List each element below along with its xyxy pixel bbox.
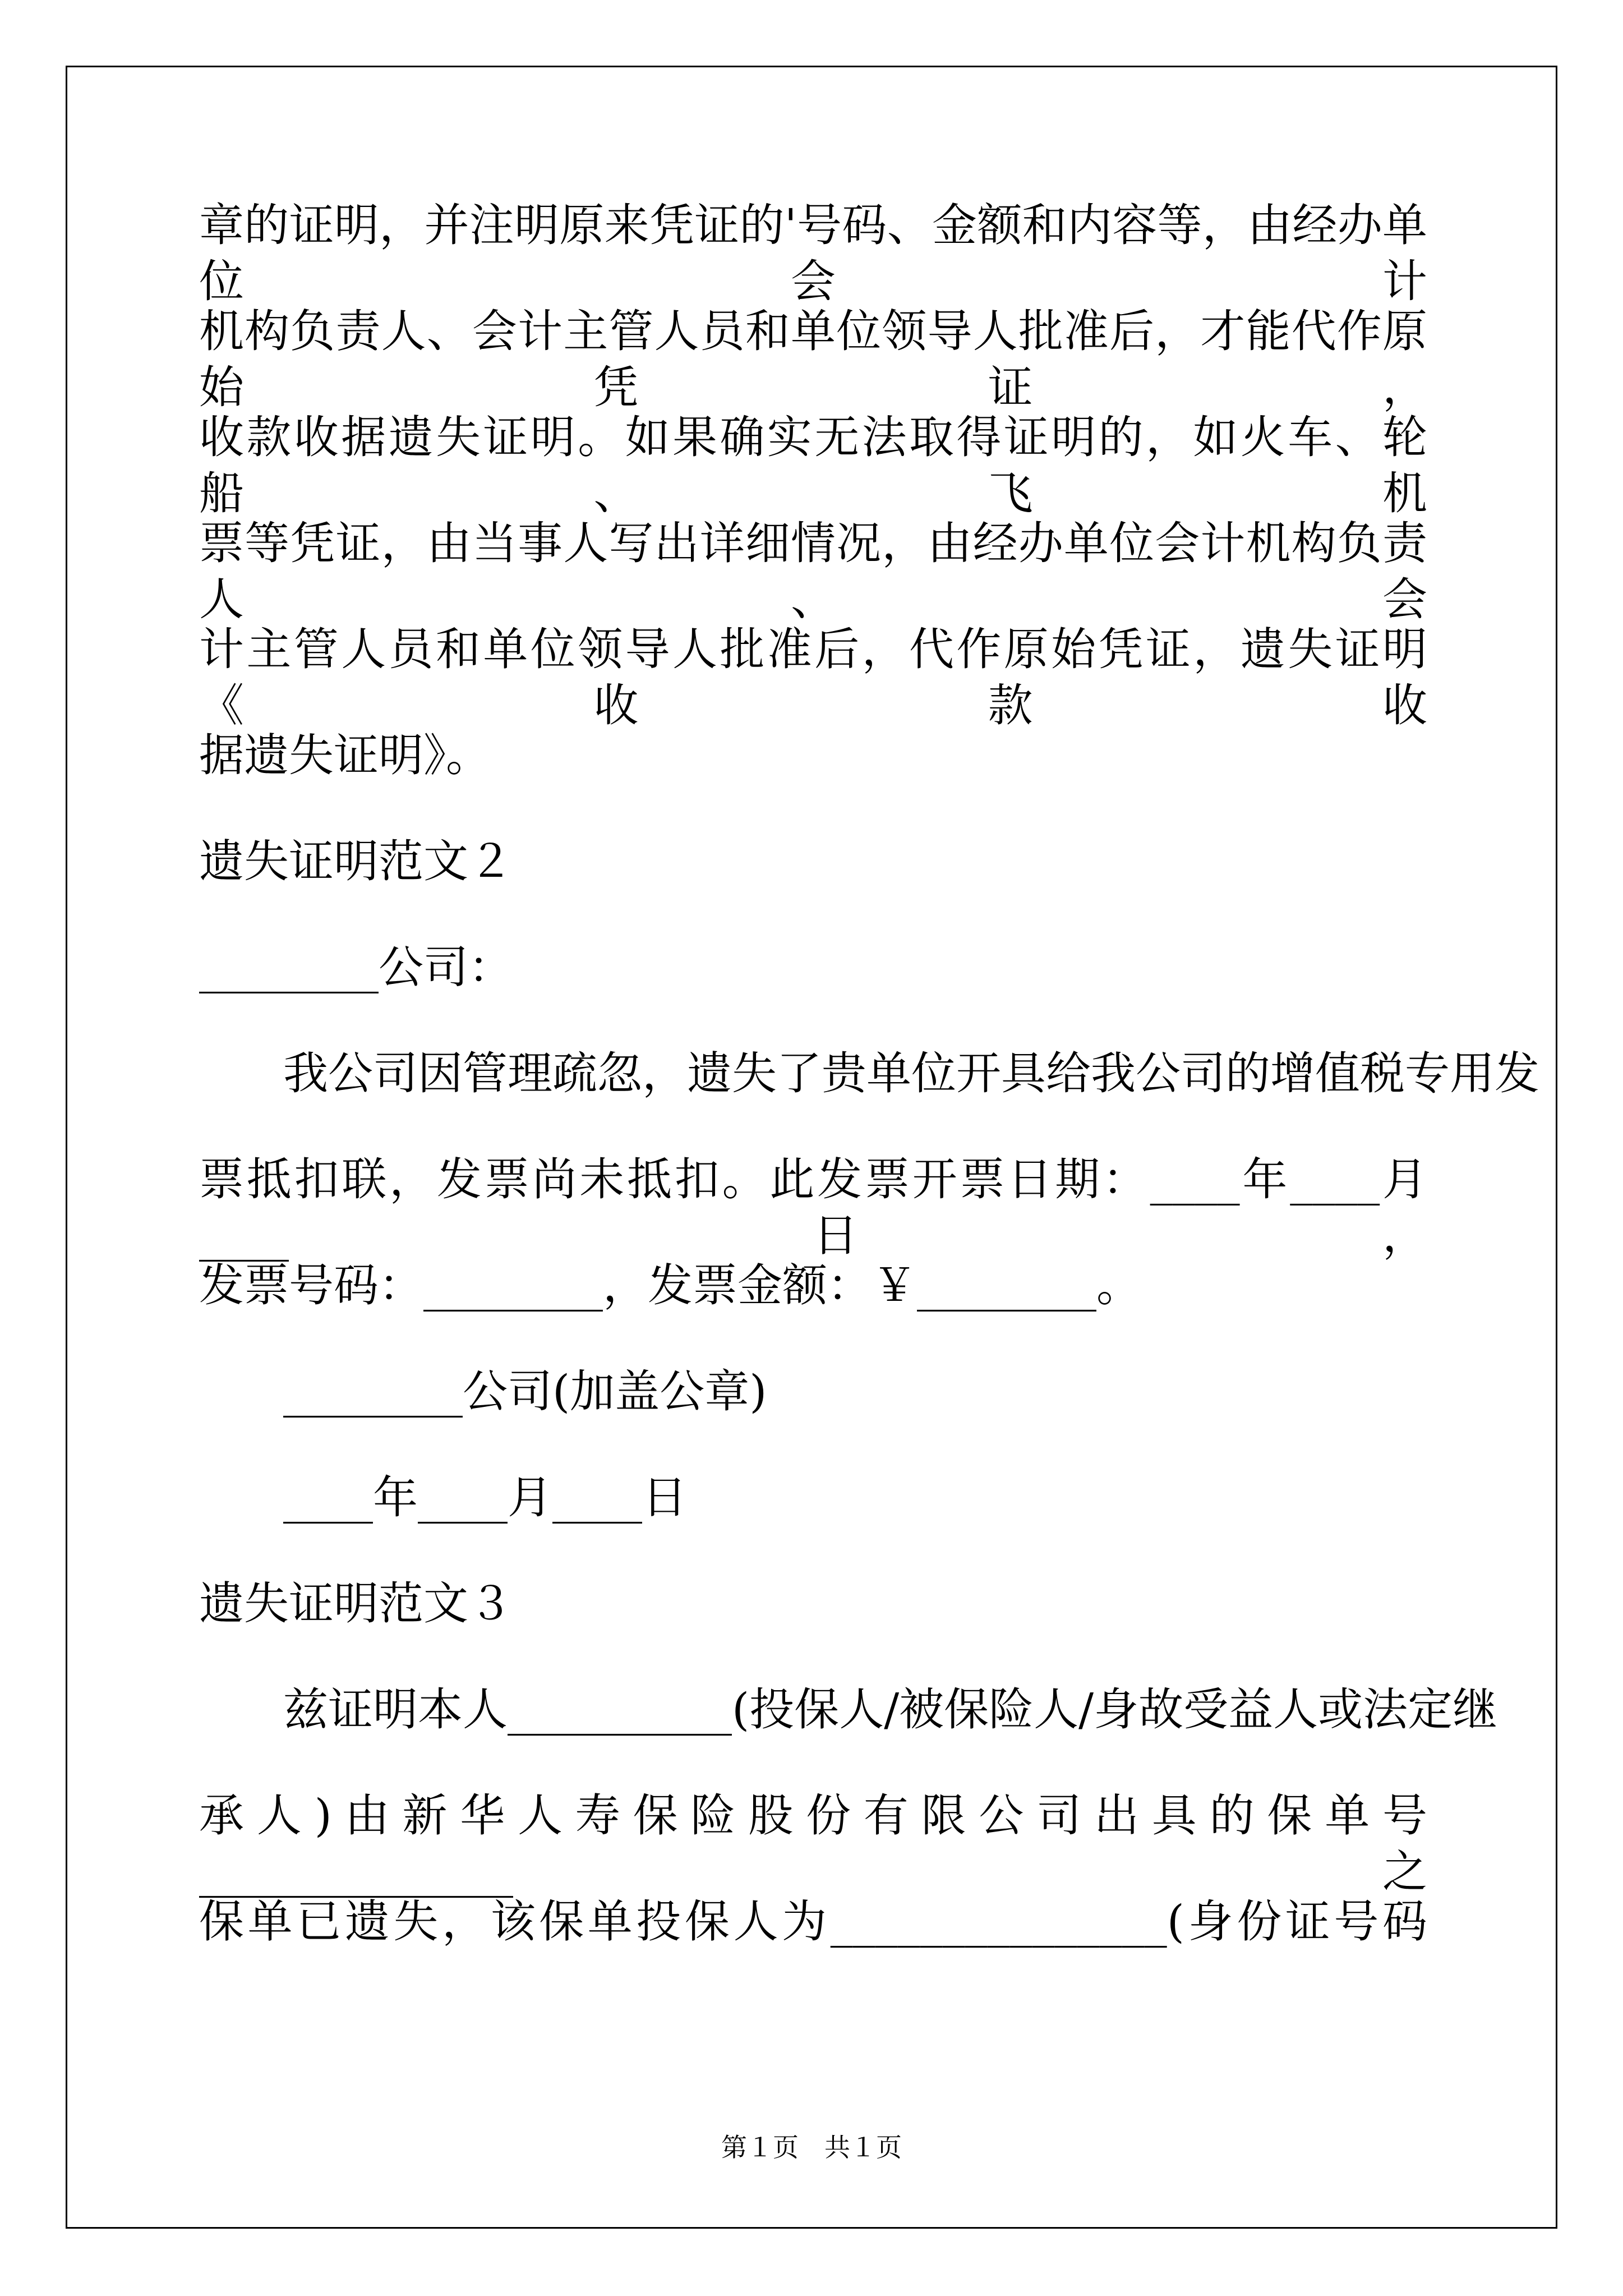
text-line: 承人)由新华人寿保险股份有限公司出具的保单号______________之 (199, 1789, 1427, 1898)
text-line: 发票号码：________，发票金额：￥________。 (199, 1259, 1141, 1312)
text-line: 章的证明，并注明原来凭证的'号码、金额和内容等，由经办单位会计 (199, 199, 1427, 307)
text-line: 收款收据遗失证明。如果确实无法取得证明的，如火车、轮船、飞机 (199, 411, 1427, 519)
text-line: 票等凭证，由当事人写出详细情况，由经办单位会计机构负责人、会 (199, 517, 1427, 625)
text-line: 遗失证明范文２ (199, 835, 513, 887)
text-line: 兹证明本人__________(投保人/被保险人/身故受益人或法定继 (283, 1683, 1498, 1736)
text-line: ________公司： (199, 941, 513, 993)
page-footer: 第１页 共１页 (721, 2132, 902, 2162)
text-line: 票抵扣联，发票尚未抵扣。此发票开票日期：____年____月____日， (199, 1153, 1427, 1262)
text-line: 机构负责人、会计主管人员和单位领导人批准后，才能代作原始凭证， (199, 305, 1427, 413)
text-line: ________公司(加盖公章) (283, 1365, 767, 1418)
text-line: 我公司因管理疏忽，遗失了贵单位开具给我公司的增值税专用发 (283, 1047, 1539, 1099)
text-line: 保单已遗失，该保单投保人为_______________(身份证号码 (199, 1895, 1427, 1948)
text-line: 据遗失证明》。 (199, 729, 491, 781)
text-line: 计主管人员和单位领导人批准后，代作原始凭证，遗失证明《收款收 (199, 623, 1427, 731)
text-line: ____年____月____日 (283, 1471, 687, 1524)
text-line: 遗失证明范文３ (199, 1577, 513, 1630)
